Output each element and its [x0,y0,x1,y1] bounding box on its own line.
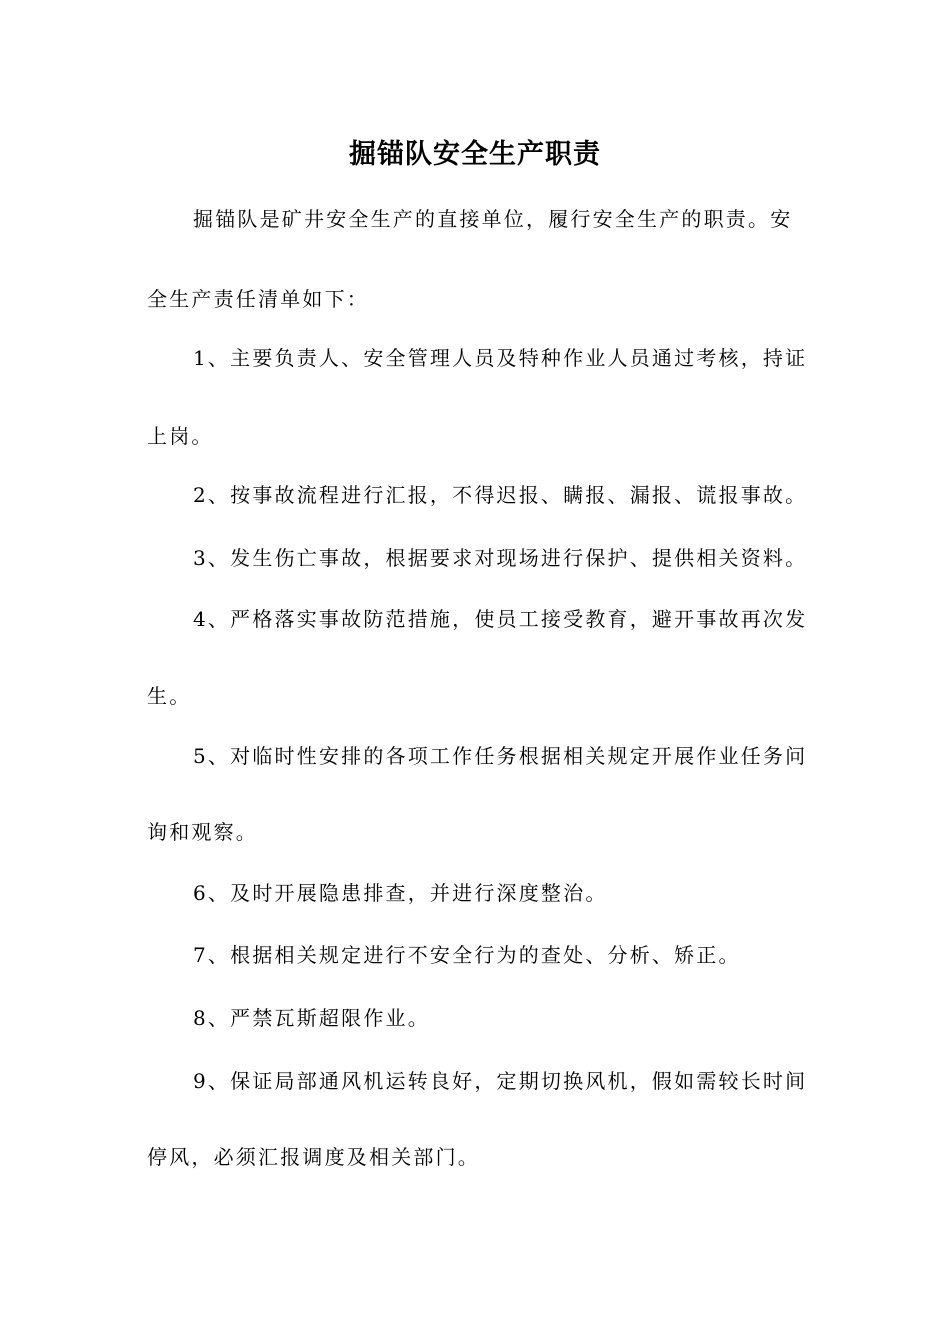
paragraph-line: 停风，必须汇报调度及相关部门。 [147,1145,480,1169]
paragraph-line: 询和观察。 [147,820,258,844]
paragraph-line: 4、严格落实事故防范措施，使员工接受教育，避开事故再次发 [193,607,808,631]
paragraph-line: 全生产责任清单如下： [147,287,369,311]
paragraph-line: 9、保证局部通风机运转良好，定期切换风机，假如需较长时间 [193,1069,808,1093]
paragraph-line: 8、严禁瓦斯超限作业。 [193,1006,430,1030]
paragraph-line: 6、及时开展隐患排查，并进行深度整治。 [193,881,608,905]
paragraph-line: 5、对临时性安排的各项工作任务根据相关规定开展作业任务问 [193,744,808,768]
paragraph-line: 1、主要负责人、安全管理人员及特种作业人员通过考核，持证 [193,346,808,370]
paragraph-line: 上岗。 [147,424,214,448]
paragraph-line: 2、按事故流程进行汇报，不得迟报、瞒报、漏报、谎报事故。 [193,483,808,507]
paragraph-line: 生。 [147,684,192,708]
paragraph-line: 7、根据相关规定进行不安全行为的查处、分析、矫正。 [193,943,741,967]
paragraph-line: 3、发生伤亡事故，根据要求对现场进行保护、提供相关资料。 [193,546,808,570]
document-title: 掘锚队安全生产职责 [349,139,601,170]
paragraph-line: 掘锚队是矿井安全生产的直接单位，履行安全生产的职责。安 [193,207,793,231]
